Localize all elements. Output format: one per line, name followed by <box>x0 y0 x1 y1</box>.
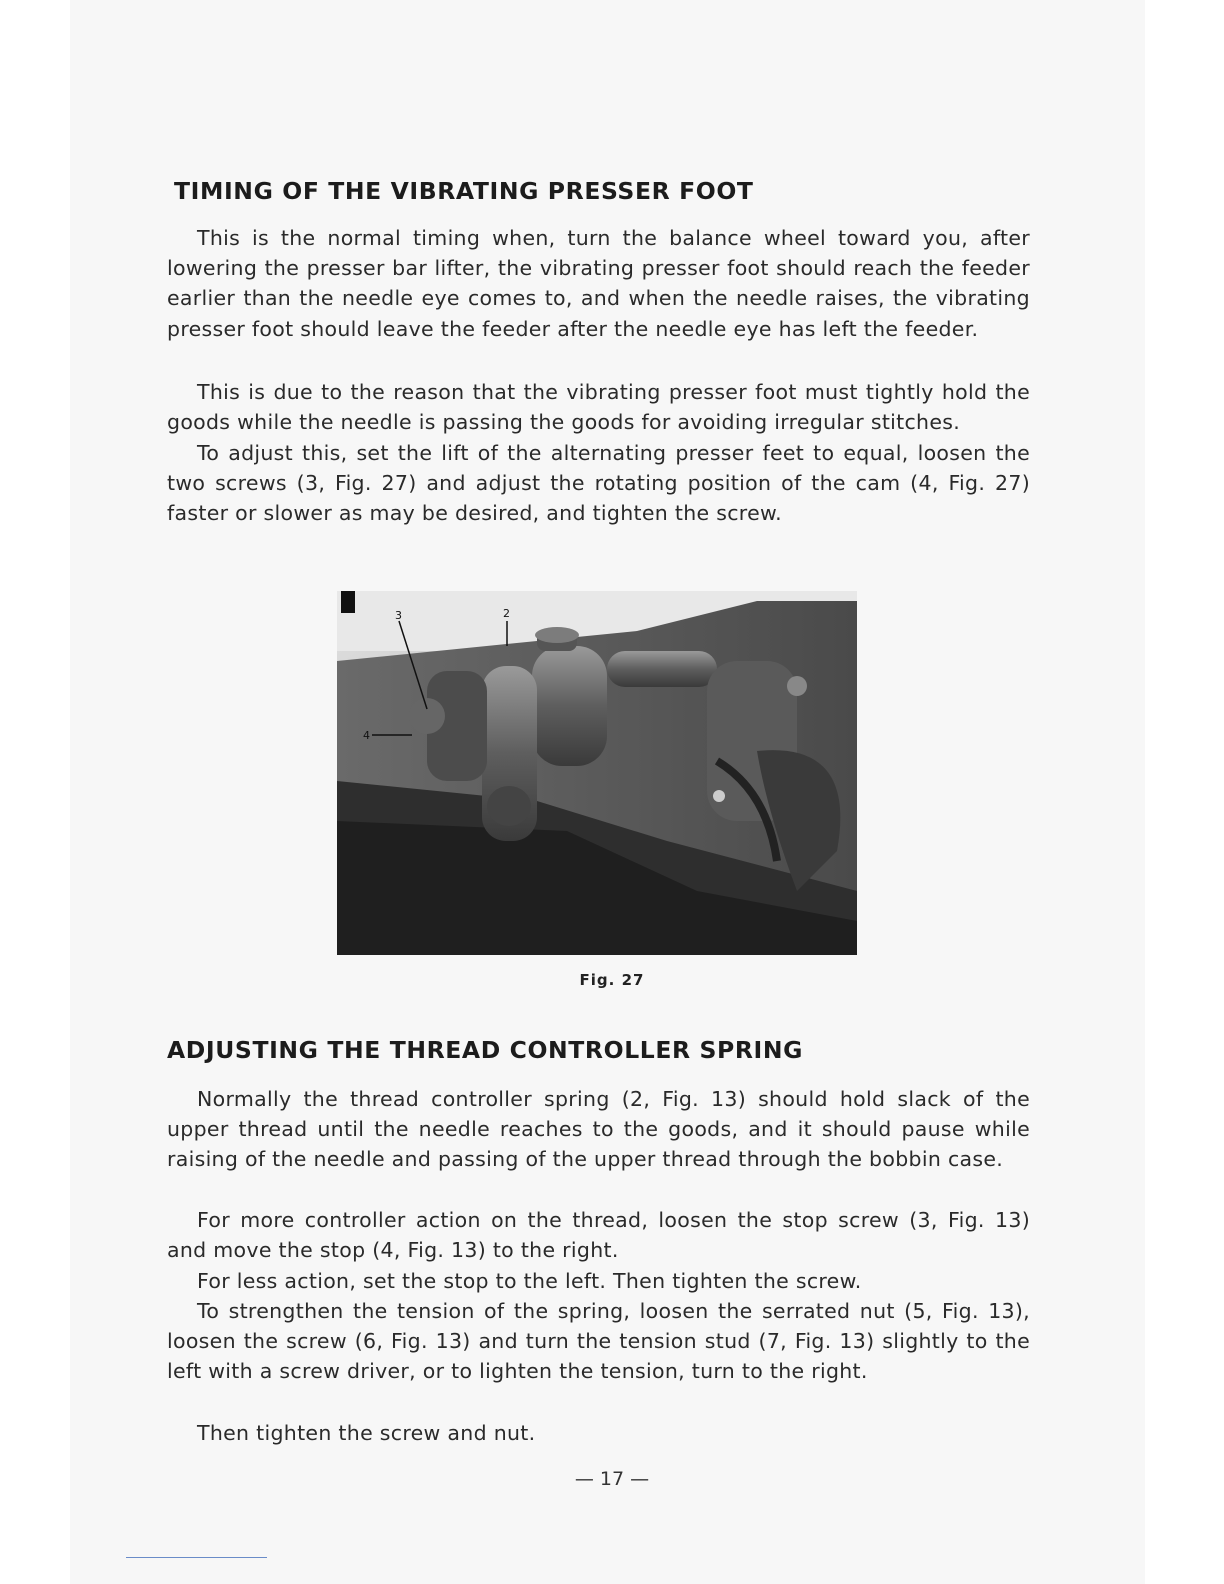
page-number: — 17 — <box>574 1468 650 1490</box>
figure-27-photo <box>337 591 857 955</box>
paragraph: To strengthen the tension of the spring, loosen the serrated nut (5, Fig. 13), loosen the screw (6, Fig. 13) and turn the tension stud (7, Fig. 13) slightly to the left with a screw driver, or to lighten the tension, turn to the right. <box>167 1299 1030 1384</box>
callout-label: 4 <box>363 729 370 742</box>
section-heading-thread-controller-spring: ADJUSTING THE THREAD CONTROLLER SPRING <box>167 1036 804 1064</box>
paragraph: For more controller action on the thread, loosen the stop screw (3, Fig. 13) and move the stop (4, Fig. 13) to the right. <box>167 1208 1030 1263</box>
paragraph: To adjust this, set the lift of the alternating presser feet to equal, loosen the two screws (3, Fig. 27) and adjust the rotating position of the cam (4, Fig. 27) faster or slower as may be desired, and tighten the screw. <box>167 441 1030 526</box>
divider <box>126 1557 267 1558</box>
callout-label: 3 <box>395 609 402 622</box>
paragraph: For less action, set the stop to the left. Then tighten the screw. <box>197 1269 862 1293</box>
sewing-machine-photo <box>337 591 857 955</box>
callout-label: 2 <box>503 607 510 620</box>
paragraph: Normally the thread controller spring (2, Fig. 13) should hold slack of the upper thread until the needle reaches to the goods, and it should pause while raising of the needle and passing of the upper thread through the bobbin case. <box>167 1087 1030 1172</box>
paragraph: Then tighten the screw and nut. <box>197 1421 536 1445</box>
paragraph: This is due to the reason that the vibrating presser foot must tightly hold the goods while the needle is passing the goods for avoiding irregular stitches. <box>167 380 1030 435</box>
figure-caption: Fig. 27 <box>579 971 645 989</box>
section-heading-vibrating-presser-foot: TIMING OF THE VIBRATING PRESSER FOOT <box>174 177 754 205</box>
paragraph: This is the normal timing when, turn the balance wheel toward you, after lowering the presser bar lifter, the vibrating presser foot should reach the feeder earlier than the needle eye comes to, and when the needle raises, the vibrating presser foot should leave the feeder after the needle eye has left the feeder. <box>167 226 1030 341</box>
